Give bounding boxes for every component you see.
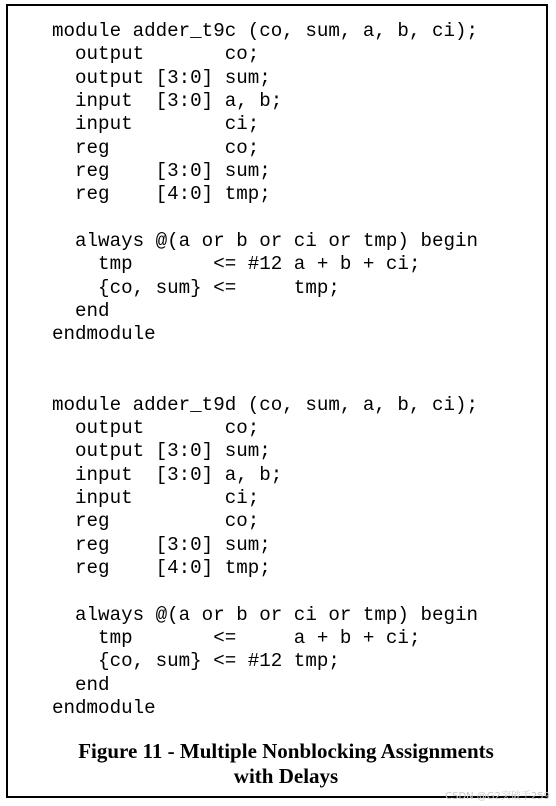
code-line: input ci; bbox=[52, 486, 260, 509]
code-line: reg [4:0] tmp; bbox=[52, 556, 271, 579]
code-line: reg [3:0] sum; bbox=[52, 533, 271, 556]
verilog-code-block bbox=[52, 20, 478, 720]
code-line: output [3:0] sum; bbox=[52, 66, 271, 89]
code-line: always @(a or b or ci or tmp) begin bbox=[52, 603, 479, 626]
code-line bbox=[52, 370, 478, 393]
code-line: end bbox=[52, 673, 110, 696]
watermark-text: CSDN @G2突破手259 bbox=[445, 791, 550, 802]
code-line: reg co; bbox=[52, 136, 260, 159]
code-line: tmp <= a + b + ci; bbox=[52, 626, 421, 649]
figure-frame bbox=[6, 4, 548, 798]
code-line: module adder_t9d (co, sum, a, b, ci); bbox=[52, 393, 479, 416]
code-line bbox=[52, 580, 478, 603]
code-line: output [3:0] sum; bbox=[52, 440, 271, 463]
code-line: output co; bbox=[52, 416, 260, 439]
code-line bbox=[52, 207, 478, 230]
code-line: end bbox=[52, 300, 110, 323]
code-line: reg [4:0] tmp; bbox=[52, 183, 271, 206]
code-line: endmodule bbox=[52, 323, 156, 346]
code-line: output co; bbox=[52, 43, 260, 66]
code-line: input ci; bbox=[52, 113, 260, 136]
caption-line-2: with Delays bbox=[233, 764, 339, 788]
code-line: reg [3:0] sum; bbox=[52, 160, 271, 183]
code-line: reg co; bbox=[52, 510, 260, 533]
code-line: module adder_t9c (co, sum, a, b, ci); bbox=[52, 20, 479, 42]
code-line: tmp <= #12 a + b + ci; bbox=[52, 253, 421, 276]
code-line bbox=[52, 347, 478, 370]
code-line: {co, sum} <= tmp; bbox=[52, 276, 340, 299]
code-line: {co, sum} <= #12 tmp; bbox=[52, 650, 340, 673]
code-line: always @(a or b or ci or tmp) begin bbox=[52, 230, 479, 253]
code-line: input [3:0] a, b; bbox=[52, 463, 283, 486]
figure-caption bbox=[18, 739, 554, 789]
code-line: input [3:0] a, b; bbox=[52, 90, 283, 113]
caption-line-1: Figure 11 - Multiple Nonblocking Assignments bbox=[78, 739, 494, 763]
code-line: endmodule bbox=[52, 696, 156, 719]
